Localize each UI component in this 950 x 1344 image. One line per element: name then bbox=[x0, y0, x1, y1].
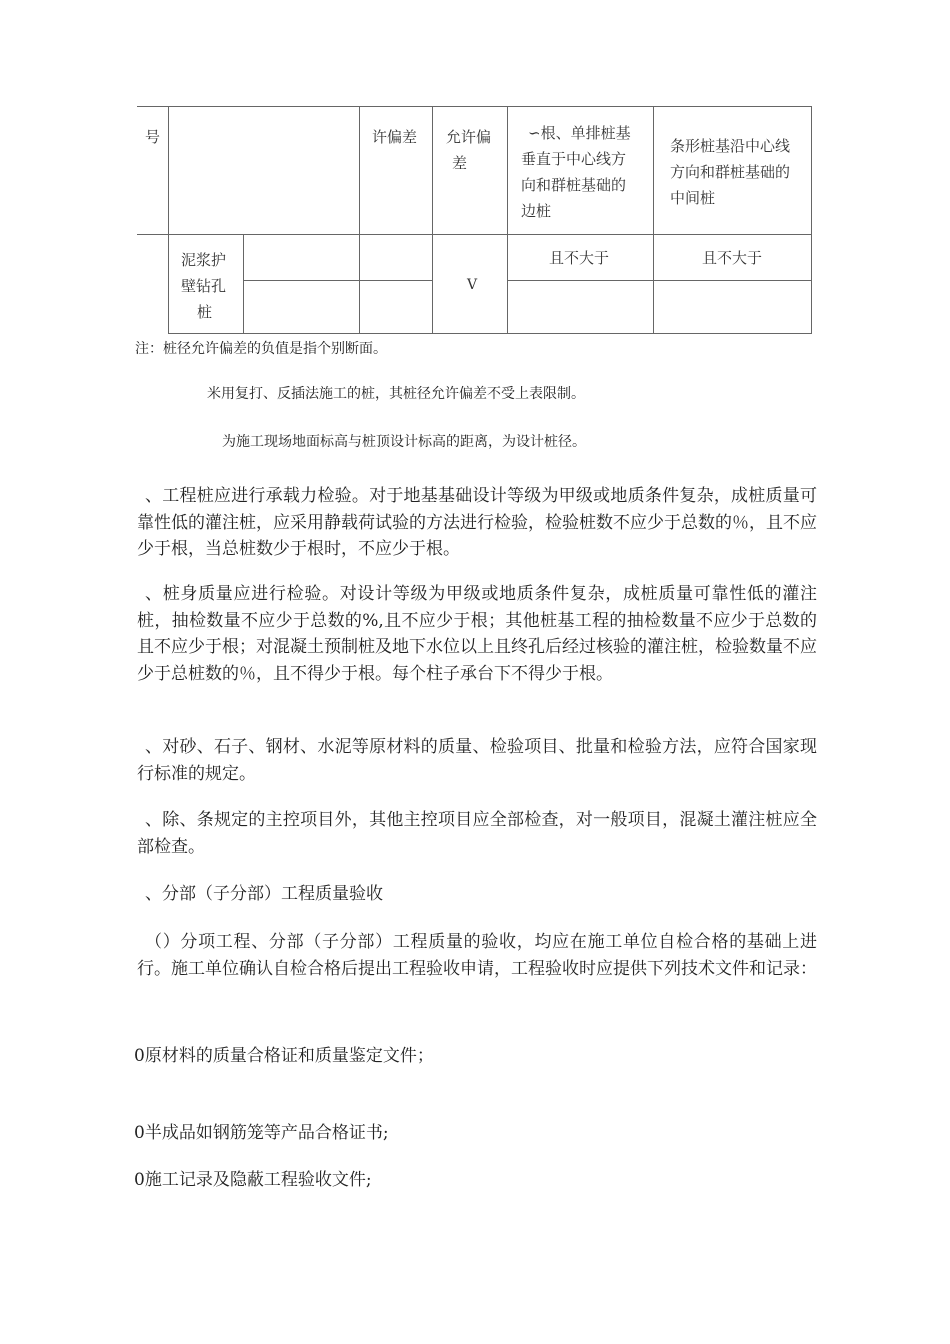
header-tolerance-2-line1: 允许偏 bbox=[446, 128, 492, 146]
table-divider-row-right bbox=[507, 280, 812, 281]
table-border-bottom bbox=[168, 333, 812, 334]
paragraph-control-items: 、除、条规定的主控项目外，其他主控项目应全部检查，对一般项目，混凝土灌注桩应全部检查。 bbox=[137, 810, 817, 857]
header-middle-line2: 方向和群桩基础的 bbox=[670, 163, 791, 181]
table-divider-header bbox=[137, 234, 812, 235]
table-col-line bbox=[653, 106, 654, 334]
tolerance-table bbox=[0, 0, 950, 340]
note-2: 米用复打、反插法施工的桩，其桩径允许偏差不受上表限制。 bbox=[207, 386, 585, 402]
row-name-line3: 桩 bbox=[197, 303, 213, 321]
table-border-right bbox=[811, 106, 812, 334]
table-col-line bbox=[243, 234, 244, 334]
paragraph-load-test: 、工程桩应进行承载力检验。对于地基基础设计等级为甲级或地质条件复杂，成桩质量可靠性低的灌注桩，应采用静载荷试验的方法进行检验，检验桩数不应少于总数的％，且不应少于根，当总桩数少于根时，不应少于根。 bbox=[137, 486, 817, 559]
list-item: 0半成品如钢筋笼等产品合格证书; bbox=[134, 1123, 389, 1143]
table-col-line bbox=[432, 106, 433, 334]
section-heading-acceptance: 、分部（子分部）工程质量验收 bbox=[145, 884, 383, 904]
row-name-line1: 泥浆护 bbox=[181, 251, 227, 269]
row-edge-value: 且不大于 bbox=[549, 249, 610, 267]
header-edge-line2: 垂直于中心线方 bbox=[521, 150, 627, 168]
table-divider-row-left bbox=[243, 280, 432, 281]
table-col-line bbox=[507, 106, 508, 334]
paragraph-materials: 、对砂、石子、钢材、水泥等原材料的质量、检验项目、批量和检验方法，应符合国家现行标准的规定。 bbox=[137, 737, 817, 784]
header-edge-line3: 向和群桩基础的 bbox=[521, 176, 627, 194]
header-middle-line3: 中间桩 bbox=[670, 189, 716, 207]
header-edge-line1: ∽根、单排桩基 bbox=[528, 124, 631, 142]
header-tolerance-1: 许偏差 bbox=[372, 128, 418, 146]
table-border-top bbox=[137, 106, 812, 107]
header-tolerance-2-line2: 差 bbox=[452, 154, 468, 172]
table-col-line bbox=[168, 106, 169, 334]
note-3: 为施工现场地面标高与桩顶设计标高的距离，为设计桩径。 bbox=[222, 434, 586, 450]
header-middle-line1: 条形桩基沿中心线 bbox=[670, 137, 791, 155]
header-no: 号 bbox=[145, 128, 161, 146]
paragraph-pile-integrity: 、桩身质量应进行检验。对设计等级为甲级或地质条件复杂，成桩质量可靠性低的灌注桩，抽检数量不应少于总数的%,且不应少于根；其他桩基工程的抽检数量不应少于总数的且不应少于根；对混凝土预制桩及地下水位以上且终孔后经过核验的灌注桩，检验数量不应少于总桩数的％，且不得少于根。每个柱子承台下不得少于根。 bbox=[137, 584, 817, 684]
row-mark: V bbox=[467, 277, 478, 293]
row-name-line2: 壁钻孔 bbox=[181, 277, 227, 295]
header-edge-line4: 边桩 bbox=[521, 202, 552, 220]
row-middle-value: 且不大于 bbox=[702, 249, 763, 267]
list-item: 0施工记录及隐蔽工程验收文件; bbox=[134, 1170, 372, 1190]
list-item: 0原材料的质量合格证和质量鉴定文件； bbox=[134, 1046, 434, 1066]
paragraph-acceptance: （）分项工程、分部（子分部）工程质量的验收，均应在施工单位自检合格的基础上进行。施工单位确认自检合格后提出工程验收申请，工程验收时应提供下列技术文件和记录： bbox=[137, 932, 817, 979]
note-1: 注：桩径允许偏差的负值是指个别断面。 bbox=[135, 341, 387, 357]
table-col-line bbox=[359, 106, 360, 334]
